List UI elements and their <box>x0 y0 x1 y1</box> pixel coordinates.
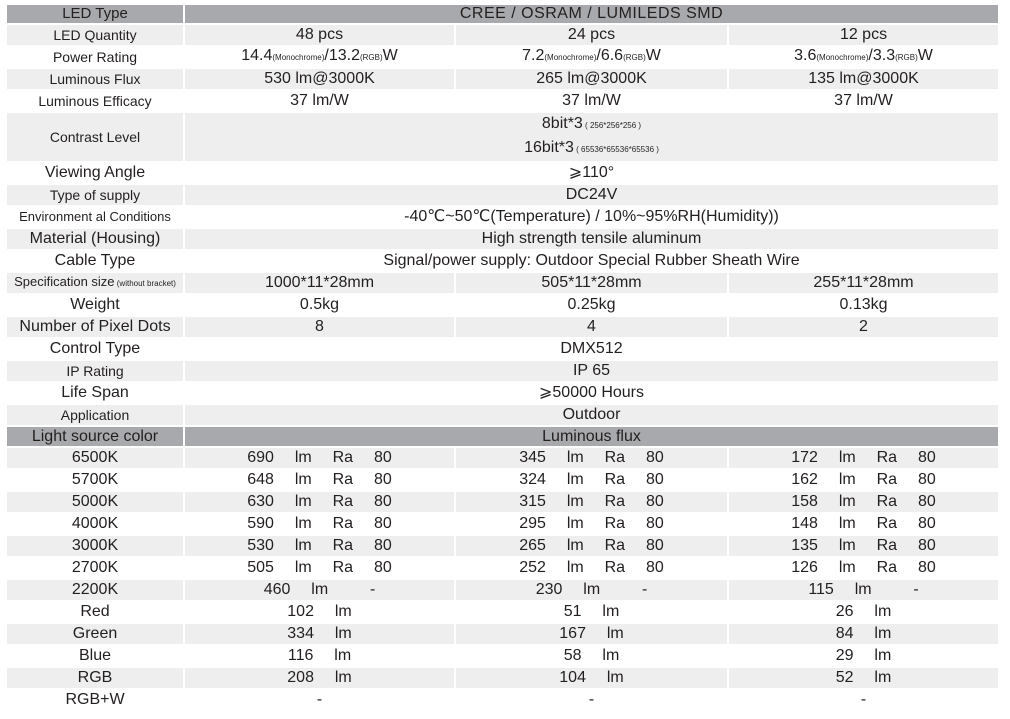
spec-sheet <box>7 5 1000 712</box>
led-quantity-b: 24 pcs <box>456 25 729 47</box>
flux-value-b: 265 lm Ra 80 <box>456 536 729 558</box>
flux-value-b: 230 lm - <box>456 580 729 602</box>
flux-value-c: 26 lm <box>729 602 1000 624</box>
weight-row <box>7 295 1000 317</box>
viewing-angle-row <box>7 163 1000 185</box>
flux-value-c: 162 lm Ra 80 <box>729 470 1000 492</box>
flux-value-c: 52 lm <box>729 668 1000 690</box>
flux-value-a: 590 lm Ra 80 <box>185 514 456 536</box>
application-value: Outdoor <box>185 405 1000 427</box>
flux-value-a: 630 lm Ra 80 <box>185 492 456 514</box>
ip-rating-row <box>7 361 1000 383</box>
material-value: High strength tensile aluminum <box>185 229 1000 251</box>
flux-value-b: 167 lm <box>456 624 729 646</box>
luminous-efficacy-row <box>7 91 1000 113</box>
contrast-8bit-text: 8bit*3 <box>541 115 583 132</box>
flux-value-a: 648 lm Ra 80 <box>185 470 456 492</box>
flux-color-label: RGB+W <box>7 690 185 712</box>
type-of-supply-label: Type of supply <box>7 185 185 207</box>
power-mono-tag-c: (Monochrome) <box>816 53 869 62</box>
application-row <box>7 405 1000 427</box>
contrast-level-label: Contrast Level <box>7 113 185 163</box>
led-quantity-label: LED Quantity <box>7 25 185 47</box>
flux-row <box>7 602 1000 624</box>
luminous-efficacy-a: 37 lm/W <box>185 91 456 113</box>
type-of-supply-row <box>7 185 1000 207</box>
ip-rating-label: IP Rating <box>7 361 185 383</box>
flux-value-c: 158 lm Ra 80 <box>729 492 1000 514</box>
spec-size-row <box>7 273 1000 295</box>
spec-size-c: 255*11*28mm <box>729 273 1000 295</box>
pixel-dots-label: Number of Pixel Dots <box>7 317 185 339</box>
flux-row <box>7 514 1000 536</box>
flux-row <box>7 580 1000 602</box>
flux-row <box>7 690 1000 712</box>
flux-value-b: 295 lm Ra 80 <box>456 514 729 536</box>
flux-value-b: 58 lm <box>456 646 729 668</box>
flux-color-label: Blue <box>7 646 185 668</box>
luminous-efficacy-b: 37 lm/W <box>456 91 729 113</box>
flux-row <box>7 492 1000 514</box>
light-source-color-label: Light source color <box>7 427 185 448</box>
power-rating-row <box>7 47 1000 69</box>
pixel-dots-c: 2 <box>729 317 1000 339</box>
flux-row <box>7 558 1000 580</box>
power-unit-a: W <box>382 47 398 64</box>
material-row <box>7 229 1000 251</box>
flux-color-label: Green <box>7 624 185 646</box>
pixel-dots-row <box>7 317 1000 339</box>
power-mono-tag-a: (Monochrome) <box>272 53 325 62</box>
spec-table <box>7 5 1000 712</box>
contrast-8bit <box>185 113 998 137</box>
led-quantity-c: 12 pcs <box>729 25 1000 47</box>
cable-type-value: Signal/power supply: Outdoor Special Rubber Sheath Wire <box>185 251 1000 273</box>
flux-row <box>7 646 1000 668</box>
flux-value-c: 29 lm <box>729 646 1000 668</box>
ip-rating-value: IP 65 <box>185 361 1000 383</box>
environment-row <box>7 207 1000 229</box>
flux-value-a: - <box>185 690 456 712</box>
luminous-flux-b: 265 lm@3000K <box>456 69 729 91</box>
luminous-flux-c: 135 lm@3000K <box>729 69 1000 91</box>
life-span-row <box>7 383 1000 405</box>
power-rating-c <box>729 47 1000 69</box>
pixel-dots-a: 8 <box>185 317 456 339</box>
flux-color-label: 4000K <box>7 514 185 536</box>
flux-value-c: - <box>729 690 1000 712</box>
flux-color-label: 6500K <box>7 448 185 470</box>
contrast-16bit-tag: ( 65536*65536*65536 ) <box>573 145 659 154</box>
flux-value-b: 252 lm Ra 80 <box>456 558 729 580</box>
power-rgb-tag-b: (RGB) <box>623 53 646 62</box>
luminous-flux-header: Luminous flux <box>185 427 1000 448</box>
spec-size-label-text: Specification size <box>14 274 115 289</box>
flux-value-b: 104 lm <box>456 668 729 690</box>
viewing-angle-value: ⩾110° <box>185 163 1000 185</box>
flux-color-label: Red <box>7 602 185 624</box>
control-type-row <box>7 339 1000 361</box>
luminous-efficacy-c: 37 lm/W <box>729 91 1000 113</box>
flux-value-a: 116 lm <box>185 646 456 668</box>
flux-value-c: 135 lm Ra 80 <box>729 536 1000 558</box>
flux-value-b: 51 lm <box>456 602 729 624</box>
control-type-value: DMX512 <box>185 339 1000 361</box>
led-type-value: CREE / OSRAM / LUMILEDS SMD <box>185 5 1000 25</box>
led-quantity-row <box>7 25 1000 47</box>
power-rating-a <box>185 47 456 69</box>
power-unit-b: W <box>645 47 661 64</box>
power-rating-b <box>456 47 729 69</box>
flux-value-a: 505 lm Ra 80 <box>185 558 456 580</box>
flux-value-a: 460 lm - <box>185 580 456 602</box>
flux-value-a: 334 lm <box>185 624 456 646</box>
power-rgb-tag-a: (RGB) <box>359 53 383 62</box>
flux-value-a: 208 lm <box>185 668 456 690</box>
environment-value: -40℃~50℃(Temperature) / 10%~95%RH(Humidity)) <box>185 207 1000 229</box>
pixel-dots-b: 4 <box>456 317 729 339</box>
flux-color-label: 2200K <box>7 580 185 602</box>
flux-value-c: 115 lm - <box>729 580 1000 602</box>
power-rgb-b: /6.6 <box>596 47 624 64</box>
flux-header-row <box>7 427 1000 448</box>
flux-value-a: 530 lm Ra 80 <box>185 536 456 558</box>
power-rating-label: Power Rating <box>7 47 185 69</box>
flux-row <box>7 536 1000 558</box>
viewing-angle-label: Viewing Angle <box>7 163 185 185</box>
power-rgb-a: /13.2 <box>324 47 360 64</box>
power-rgb-tag-c: (RGB) <box>895 53 918 62</box>
contrast-level-value <box>185 113 1000 163</box>
flux-row <box>7 470 1000 492</box>
flux-color-label: 3000K <box>7 536 185 558</box>
spec-size-label <box>7 273 185 295</box>
flux-value-b: 345 lm Ra 80 <box>456 448 729 470</box>
application-label: Application <box>7 405 185 427</box>
flux-row <box>7 668 1000 690</box>
flux-color-label: 5700K <box>7 470 185 492</box>
contrast-8bit-tag: ( 256*256*256 ) <box>582 121 642 130</box>
flux-value-a: 690 lm Ra 80 <box>185 448 456 470</box>
weight-label: Weight <box>7 295 185 317</box>
power-mono-tag-b: (Monochrome) <box>544 53 597 62</box>
flux-row <box>7 624 1000 646</box>
flux-value-c: 172 lm Ra 80 <box>729 448 1000 470</box>
spec-size-a: 1000*11*28mm <box>185 273 456 295</box>
environment-label: Environment al Conditions <box>7 207 185 229</box>
led-type-row <box>7 5 1000 25</box>
luminous-flux-label: Luminous Flux <box>7 69 185 91</box>
led-type-label: LED Type <box>7 5 185 25</box>
flux-table-body <box>7 448 1000 712</box>
weight-c: 0.13kg <box>729 295 1000 317</box>
flux-value-b: 324 lm Ra 80 <box>456 470 729 492</box>
material-label: Material (Housing) <box>7 229 185 251</box>
power-rgb-c: /3.3 <box>868 47 896 64</box>
contrast-level-row <box>7 113 1000 163</box>
power-mono-c: 3.6 <box>794 47 817 64</box>
contrast-16bit-text: 16bit*3 <box>524 139 574 156</box>
cable-type-row <box>7 251 1000 273</box>
luminous-efficacy-label: Luminous Efficacy <box>7 91 185 113</box>
flux-color-label: 2700K <box>7 558 185 580</box>
weight-b: 0.25kg <box>456 295 729 317</box>
power-mono-a: 14.4 <box>241 47 273 64</box>
flux-row <box>7 448 1000 470</box>
flux-color-label: RGB <box>7 668 185 690</box>
flux-value-c: 148 lm Ra 80 <box>729 514 1000 536</box>
flux-value-c: 84 lm <box>729 624 1000 646</box>
spec-size-label-tag: (without bracket) <box>114 279 176 288</box>
type-of-supply-value: DC24V <box>185 185 1000 207</box>
luminous-flux-a: 530 lm@3000K <box>185 69 456 91</box>
cable-type-label: Cable Type <box>7 251 185 273</box>
flux-value-b: 315 lm Ra 80 <box>456 492 729 514</box>
led-quantity-a: 48 pcs <box>185 25 456 47</box>
life-span-value: ⩾50000 Hours <box>185 383 1000 405</box>
spec-size-b: 505*11*28mm <box>456 273 729 295</box>
control-type-label: Control Type <box>7 339 185 361</box>
flux-value-c: 126 lm Ra 80 <box>729 558 1000 580</box>
power-mono-b: 7.2 <box>522 47 545 64</box>
power-unit-c: W <box>917 47 933 64</box>
flux-value-a: 102 lm <box>185 602 456 624</box>
contrast-16bit <box>185 137 998 161</box>
flux-value-b: - <box>456 690 729 712</box>
weight-a: 0.5kg <box>185 295 456 317</box>
life-span-label: Life Span <box>7 383 185 405</box>
flux-color-label: 5000K <box>7 492 185 514</box>
luminous-flux-row <box>7 69 1000 91</box>
